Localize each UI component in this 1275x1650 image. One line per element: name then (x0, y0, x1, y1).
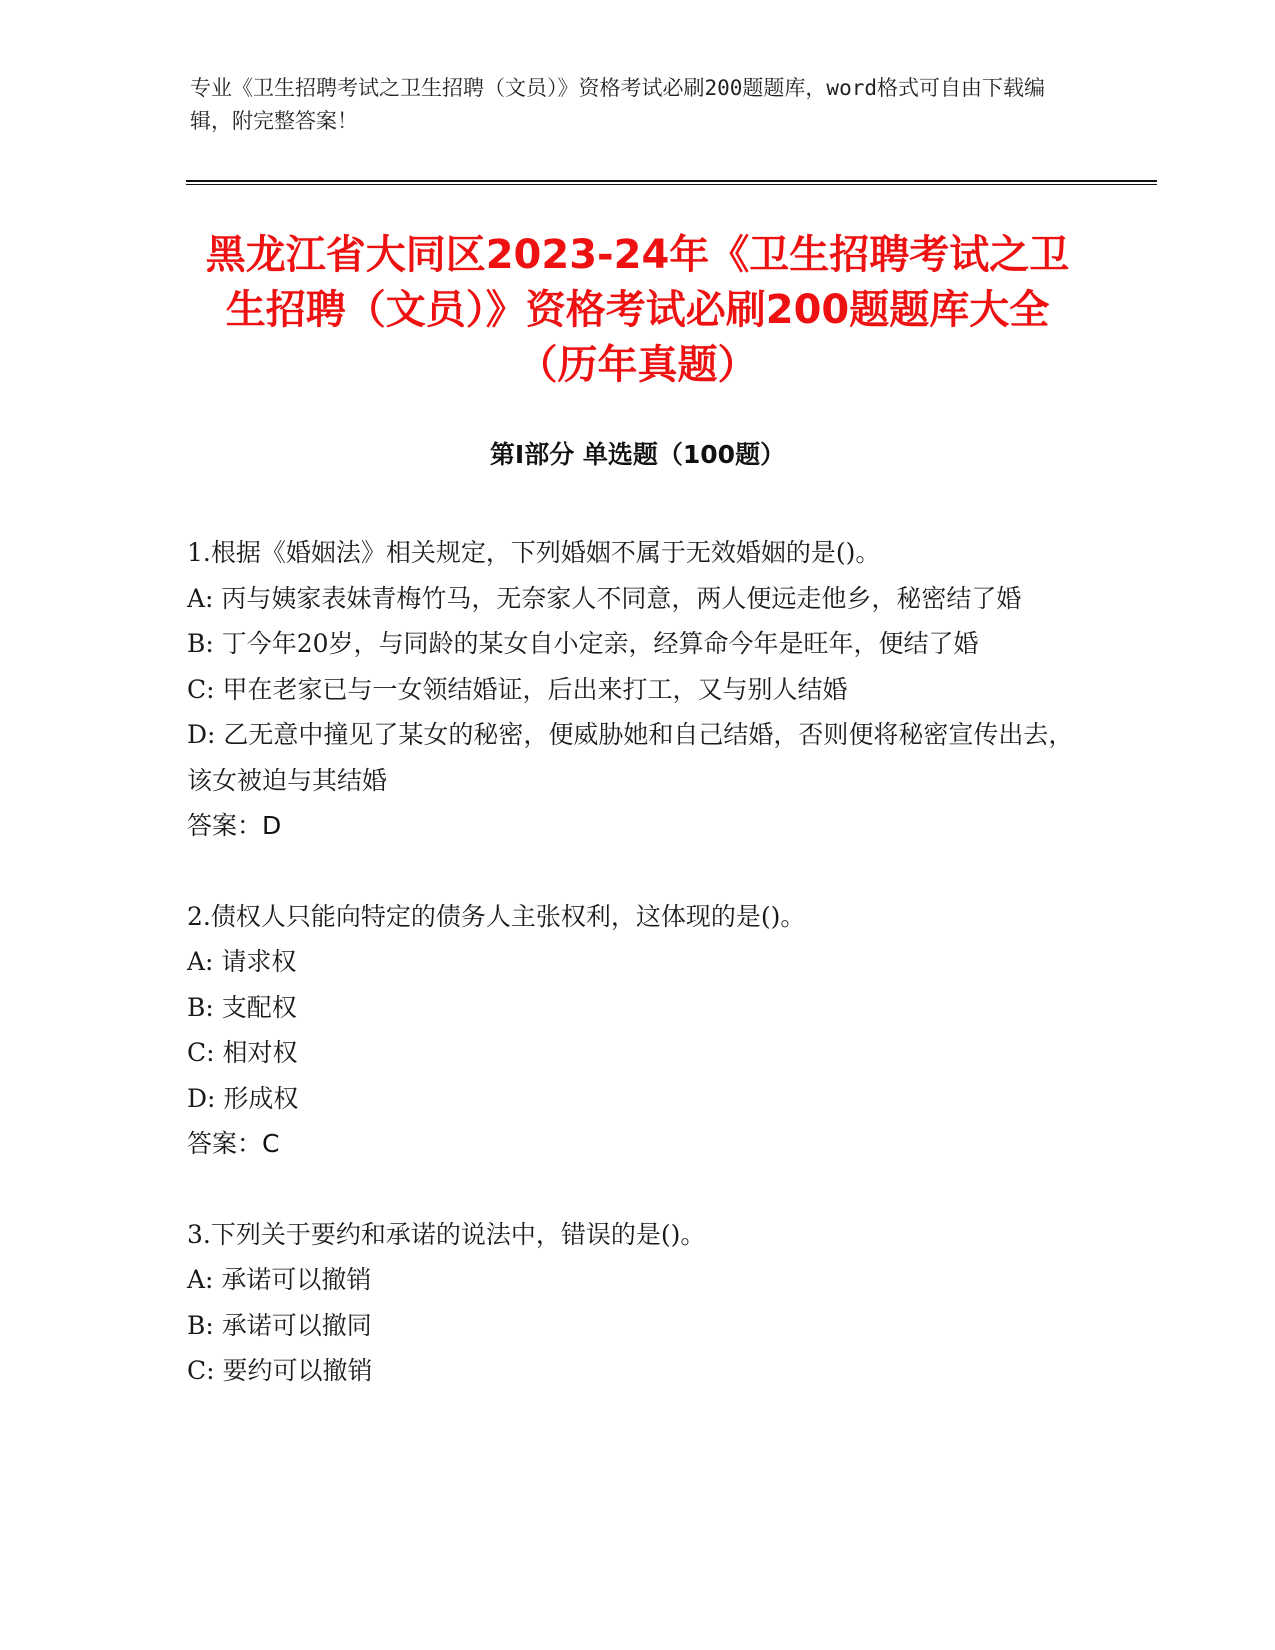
document-title: 黑龙江省大同区2023-24年《卫生招聘考试之卫生招聘（文员）》资格考试必刷200题题库大全（历年真题） (205, 232, 1070, 388)
question-1 (187, 530, 1087, 849)
header-note: 专业《卫生招聘考试之卫生招聘（文员）》资格考试必刷200题题库，word格式可自由下载编辑，附完整答案！ (190, 76, 1045, 133)
option-c: C: 要约可以撤销 (187, 1356, 373, 1385)
question-stem: 2.债权人只能向特定的债务人主张权利，这体现的是()。 (187, 901, 806, 931)
answer: 答案：C (187, 1129, 280, 1158)
option-b: B: 丁今年20岁，与同龄的某女自小定亲，经算命今年是旺年，便结了婚 (187, 629, 979, 658)
option-a: A: 请求权 (187, 947, 297, 976)
question-3 (187, 1212, 1087, 1394)
question-list (187, 530, 1087, 1439)
option-c: C: 相对权 (187, 1038, 298, 1067)
question-stem: 1.根据《婚姻法》相关规定，下列婚姻不属于无效婚姻的是()。 (187, 538, 881, 567)
option-d: D: 形成权 (187, 1083, 299, 1113)
option-a: A: 承诺可以撤销 (187, 1265, 372, 1294)
option-d: D: 乙无意中撞见了某女的秘密，便威胁她和自己结婚，否则便将秘密宣传出去，该女被迫与其结婚 (187, 720, 1074, 795)
option-c: C: 甲在老家已与一女领结婚证，后出来打工，又与别人结婚 (187, 674, 848, 704)
section-heading: 第Ⅰ部分 单选题（100题） (489, 440, 786, 469)
option-a: A: 丙与姨家表妹青梅竹马，无奈家人不同意，两人便远走他乡，秘密结了婚 (187, 583, 1022, 613)
header-divider-thin (186, 184, 1157, 185)
question-stem: 3.下列关于要约和承诺的说法中，错误的是()。 (187, 1219, 706, 1249)
option-b: B: 承诺可以撤同 (187, 1310, 372, 1340)
question-2 (187, 894, 1087, 1167)
answer: 答案：D (187, 811, 282, 840)
header-divider-thick (186, 180, 1157, 182)
option-b: B: 支配权 (187, 992, 297, 1022)
